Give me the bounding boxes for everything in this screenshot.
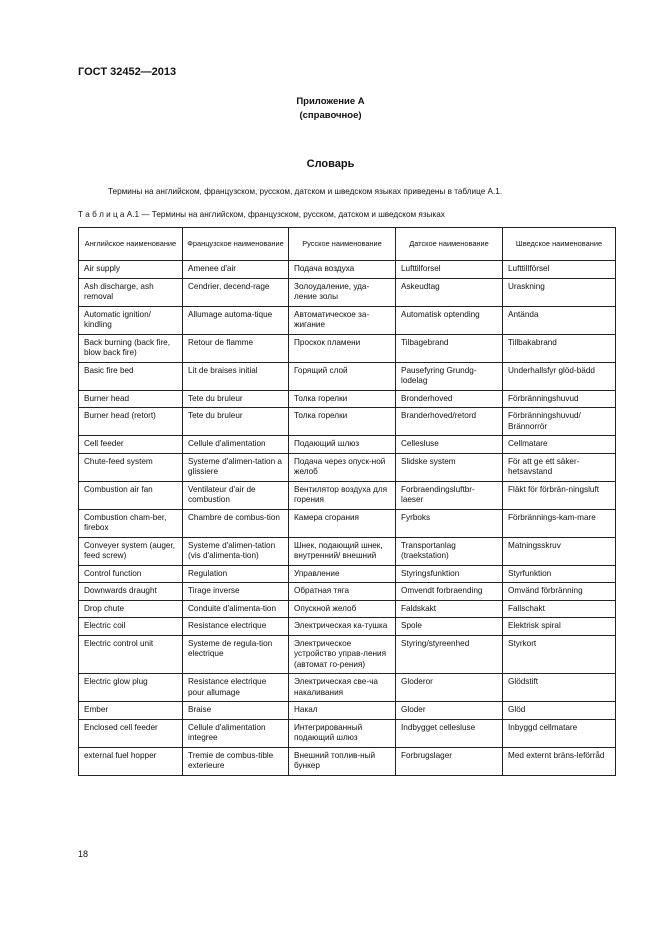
terms-table <box>78 227 616 776</box>
cell-danish: Slidske system <box>396 453 503 481</box>
cell-swedish: Förbränningshuvud <box>503 390 616 408</box>
cell-swedish: Förbränningshuvud/ Brännorrör <box>503 408 616 436</box>
cell-russian: Опускной желоб <box>289 600 396 618</box>
table-row <box>79 719 616 747</box>
glossary-title: Словарь <box>306 158 355 170</box>
cell-swedish: Fläkt för förbrän-ningsluft <box>503 481 616 509</box>
cell-french: Systeme d'alimen-tation (vis d'alimenta-tion) <box>183 537 289 565</box>
cell-danish: Askeudtag <box>396 278 503 306</box>
table-row <box>79 702 616 720</box>
cell-danish: Styring/styreenhed <box>396 635 503 674</box>
cell-danish: Tilbagebrand <box>396 334 503 362</box>
cell-english: Air supply <box>79 261 183 279</box>
cell-english: Conveyer system (auger, feed screw) <box>79 537 183 565</box>
cell-danish: Pausefyring Grundg-lodelag <box>396 362 503 390</box>
cell-danish: Faldskakt <box>396 600 503 618</box>
cell-russian: Проскок пламени <box>289 334 396 362</box>
cell-danish: Bronderhoved <box>396 390 503 408</box>
cell-french: Regulation <box>183 565 289 583</box>
table-row <box>79 537 616 565</box>
cell-swedish: Glöd <box>503 702 616 720</box>
column-header-russian: Русское наименование <box>289 228 396 261</box>
cell-russian: Шнек, подающий шнек, внутренний/ внешний <box>289 537 396 565</box>
cell-english: Ash discharge, ash removal <box>79 278 183 306</box>
cell-russian: Толка горелки <box>289 408 396 436</box>
cell-russian: Управление <box>289 565 396 583</box>
cell-french: Tremie de combus-tible exterieure <box>183 747 289 775</box>
cell-french: Cellule d'alimentation integree <box>183 719 289 747</box>
page-number: 18 <box>78 849 89 859</box>
cell-russian: Электрическая све-ча накаливания <box>289 674 396 702</box>
cell-danish: Gloder <box>396 702 503 720</box>
cell-swedish: Glödstift <box>503 674 616 702</box>
cell-danish: Branderhoved/retord <box>396 408 503 436</box>
cell-french: Allumage automa-tique <box>183 306 289 334</box>
cell-english: Back burning (back fire, blow back fire) <box>79 334 183 362</box>
cell-swedish: Matningsskruv <box>503 537 616 565</box>
cell-russian: Внешний топлив-ный бункер <box>289 747 396 775</box>
cell-english: Drop chute <box>79 600 183 618</box>
cell-swedish: Styrfunktion <box>503 565 616 583</box>
table-row <box>79 600 616 618</box>
appendix-title: Приложение А <box>296 96 365 107</box>
cell-danish: Forbraendingsluftbr-laeser <box>396 481 503 509</box>
table-row <box>79 618 616 636</box>
cell-french: Conduite d'alimenta-tion <box>183 600 289 618</box>
cell-danish: Forbrugslager <box>396 747 503 775</box>
appendix-subtitle: (справочное) <box>299 110 362 121</box>
table-row <box>79 481 616 509</box>
cell-russian: Интегрированный подающий шлюз <box>289 719 396 747</box>
cell-english: Downwards draught <box>79 583 183 601</box>
cell-swedish: Elektrisk spiral <box>503 618 616 636</box>
cell-english: Ember <box>79 702 183 720</box>
cell-english: Electric glow plug <box>79 674 183 702</box>
column-header-danish: Датское наименование <box>396 228 503 261</box>
cell-english: Electric coil <box>79 618 183 636</box>
cell-english: Combustion cham-ber, firebox <box>79 509 183 537</box>
table-row <box>79 583 616 601</box>
table-row <box>79 674 616 702</box>
table-row <box>79 453 616 481</box>
document-code: ГОСТ 32452—2013 <box>78 66 177 78</box>
cell-russian: Подача через опуск-ной желоб <box>289 453 396 481</box>
cell-russian: Накал <box>289 702 396 720</box>
table-body <box>79 261 616 776</box>
cell-english: Burner head (retort) <box>79 408 183 436</box>
cell-swedish: För att ge ett säker-hetsavstand <box>503 453 616 481</box>
cell-russian: Горящий слой <box>289 362 396 390</box>
cell-english: Combustion air fan <box>79 481 183 509</box>
cell-swedish: Uraskning <box>503 278 616 306</box>
table-row <box>79 306 616 334</box>
cell-swedish: Med externt bräns-leförråd <box>503 747 616 775</box>
cell-swedish: Cellmatare <box>503 436 616 454</box>
cell-danish: Lufttilforsel <box>396 261 503 279</box>
column-header-french: Французское наименование <box>183 228 289 261</box>
cell-swedish: Fallschakt <box>503 600 616 618</box>
column-header-swedish: Шведское наименование <box>503 228 616 261</box>
table-row <box>79 261 616 279</box>
cell-russian: Подающий шлюз <box>289 436 396 454</box>
cell-swedish: Förbrännings-kam-mare <box>503 509 616 537</box>
cell-french: Ventilateur d'air de combustion <box>183 481 289 509</box>
cell-swedish: Underhallsfyr glöd-bädd <box>503 362 616 390</box>
column-header-english: Английское наименование <box>79 228 183 261</box>
cell-russian: Электрическое устройство управ-ления (автомат го-рения) <box>289 635 396 674</box>
table-caption: Т а б л и ц а А.1 — Термины на английском, французском, русском, датском и шведском языках <box>78 210 445 219</box>
cell-french: Tete du bruleur <box>183 390 289 408</box>
cell-english: Cell feeder <box>79 436 183 454</box>
cell-danish: Fyrboks <box>396 509 503 537</box>
cell-danish: Transportanlag (traekstation) <box>396 537 503 565</box>
cell-french: Lit de braises initial <box>183 362 289 390</box>
cell-english: external fuel hopper <box>79 747 183 775</box>
cell-french: Braise <box>183 702 289 720</box>
table-row <box>79 362 616 390</box>
cell-danish: Styringsfunktion <box>396 565 503 583</box>
cell-swedish: Antända <box>503 306 616 334</box>
cell-russian: Электрическая ка-тушка <box>289 618 396 636</box>
cell-english: Control function <box>79 565 183 583</box>
cell-russian: Вентилятор воздуха для горения <box>289 481 396 509</box>
cell-english: Electric control unit <box>79 635 183 674</box>
cell-russian: Толка горелки <box>289 390 396 408</box>
cell-english: Chute-feed system <box>79 453 183 481</box>
cell-danish: Cellesluse <box>396 436 503 454</box>
table-row <box>79 390 616 408</box>
cell-russian: Обратная тяга <box>289 583 396 601</box>
cell-english: Basic fire bed <box>79 362 183 390</box>
cell-danish: Automatisk optending <box>396 306 503 334</box>
cell-danish: Gloderor <box>396 674 503 702</box>
table-header-row <box>79 228 616 261</box>
cell-french: Systeme d'alimen-tation a glissiere <box>183 453 289 481</box>
cell-french: Amenee d'air <box>183 261 289 279</box>
cell-swedish: Tillbakabrand <box>503 334 616 362</box>
cell-danish: Omvendt forbraending <box>396 583 503 601</box>
cell-swedish: Omvänd förbränning <box>503 583 616 601</box>
cell-russian: Золоудаление, уда-ление золы <box>289 278 396 306</box>
cell-french: Retour de flamme <box>183 334 289 362</box>
table-row <box>79 509 616 537</box>
cell-french: Resistance electrique pour allumage <box>183 674 289 702</box>
cell-swedish: Inbyggd cellmatare <box>503 719 616 747</box>
cell-french: Tirage inverse <box>183 583 289 601</box>
cell-english: Automatic ignition/ kindling <box>79 306 183 334</box>
table-row <box>79 278 616 306</box>
cell-danish: Spole <box>396 618 503 636</box>
cell-swedish: Lufttillförsel <box>503 261 616 279</box>
cell-russian: Автоматическое за-жигание <box>289 306 396 334</box>
cell-french: Cendrier, decend-rage <box>183 278 289 306</box>
cell-french: Tete du bruleur <box>183 408 289 436</box>
cell-russian: Подача воздуха <box>289 261 396 279</box>
cell-english: Enclosed cell feeder <box>79 719 183 747</box>
cell-french: Systeme de regula-tion electrique <box>183 635 289 674</box>
table-row <box>79 408 616 436</box>
table-row <box>79 436 616 454</box>
intro-text: Термины на английском, французском, русском, датском и шведском языках приведены в таблице А.1. <box>108 187 503 196</box>
cell-russian: Камера сгорания <box>289 509 396 537</box>
cell-english: Burner head <box>79 390 183 408</box>
cell-french: Resistance electrique <box>183 618 289 636</box>
cell-french: Cellule d'alimentation <box>183 436 289 454</box>
cell-danish: Indbygget cellesluse <box>396 719 503 747</box>
table-row <box>79 635 616 674</box>
cell-french: Chambre de combus-tion <box>183 509 289 537</box>
cell-swedish: Styrkort <box>503 635 616 674</box>
table-row <box>79 747 616 775</box>
table-row <box>79 334 616 362</box>
table-row <box>79 565 616 583</box>
